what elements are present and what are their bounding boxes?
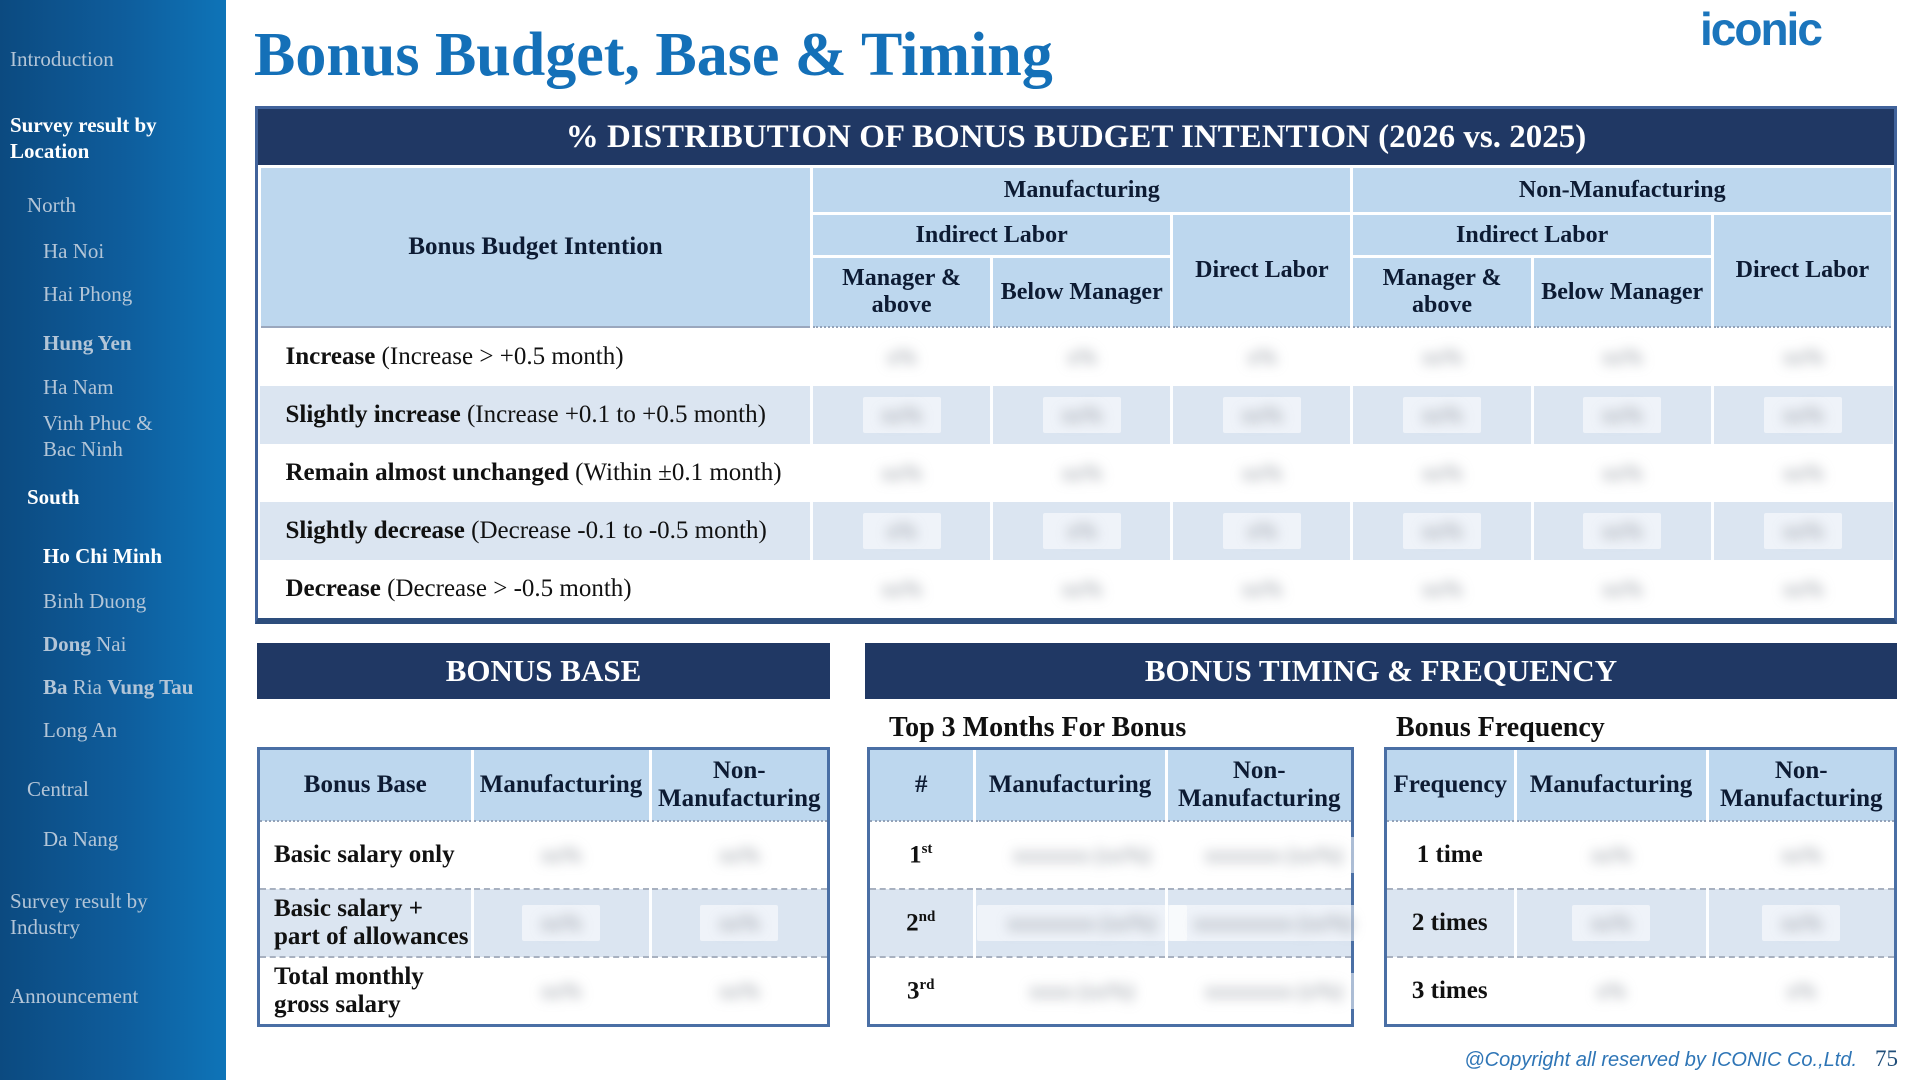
sidebar-item-south[interactable]	[27, 484, 212, 510]
sidebar-item-binh-duong[interactable]	[43, 588, 228, 614]
redacted-value-cell	[812, 444, 992, 502]
sidebar-item-label: South	[27, 485, 80, 509]
freq-col-label: Frequency	[1387, 750, 1515, 821]
table-row	[260, 502, 1893, 560]
sidebar-item-label: Hai Phong	[43, 282, 133, 306]
blur-mask: xx%	[863, 455, 941, 491]
blur-mask: xx%	[1403, 513, 1481, 549]
row-label: 1 time	[1416, 841, 1483, 868]
redacted-value-cell	[1532, 386, 1712, 444]
redacted-value-cell	[1515, 821, 1707, 889]
redacted-value-cell	[1532, 444, 1712, 502]
redacted-value-cell	[1532, 327, 1712, 386]
sidebar-item-label: Binh Duong	[43, 589, 147, 613]
table-row	[870, 957, 1351, 1024]
col-header-direct-mfg: Direct Labor	[1172, 214, 1352, 328]
row-label: 3 times	[1387, 957, 1515, 1024]
blur-mask: xx%	[1762, 837, 1840, 873]
blur-mask: xx%	[522, 905, 600, 941]
blur-mask: xx%	[1403, 339, 1481, 375]
footer	[1464, 1046, 1898, 1072]
sidebar-item-label: Announcement	[10, 984, 139, 1008]
bonus-frequency-heading: Bonus Frequency	[1396, 712, 1605, 743]
sidebar-item-label: Ho Chi Minh	[43, 544, 163, 568]
blur-mask: xx%	[1572, 905, 1650, 941]
blur-mask: xxxxxxxx (x%)	[1169, 973, 1379, 1009]
redacted-value-cell	[1352, 502, 1532, 560]
col-header-intention: Bonus Budget Intention	[260, 167, 812, 328]
col-header-direct-nonmfg: Direct Labor	[1712, 214, 1892, 328]
top3-col-nonmfg: Non-Manufacturing	[1166, 750, 1351, 821]
blur-mask: xx%	[1403, 571, 1481, 607]
redacted-value-cell	[1172, 560, 1352, 618]
blur-mask: x%	[863, 513, 941, 549]
redacted-value-cell	[974, 821, 1166, 889]
redacted-value-cell	[1172, 444, 1352, 502]
sidebar-item-label: Central	[27, 777, 89, 801]
sidebar-item-label: Nai	[90, 632, 127, 656]
table-row	[1387, 821, 1894, 889]
blur-mask: x%	[1572, 973, 1650, 1009]
redacted-value-cell	[992, 386, 1172, 444]
sidebar-item-dong-nai[interactable]	[43, 631, 228, 657]
blur-mask: xx%	[1223, 397, 1301, 433]
row-label: Slightly decrease (Decrease -0.1 to -0.5 month)	[285, 517, 767, 544]
col-header-indirect-mfg: Indirect Labor	[812, 214, 1172, 257]
sidebar-item-introduction[interactable]	[10, 46, 195, 72]
redacted-value-cell	[1712, 502, 1892, 560]
redacted-value-cell	[1166, 821, 1351, 889]
blur-mask: xxxxxxxxx (xx%)	[1169, 905, 1379, 941]
sidebar-item-central[interactable]	[27, 776, 212, 802]
bonus-timing-banner: BONUS TIMING & FREQUENCY	[865, 643, 1897, 699]
row-label: Basic salary + part of allowances	[260, 889, 472, 957]
table-row	[260, 386, 1893, 444]
sidebar-item-label: Ba	[43, 675, 68, 699]
row-label: Remain almost unchanged (Within ±0.1 month)	[285, 459, 782, 486]
blur-mask: x%	[863, 339, 941, 375]
blur-mask: xx%	[1403, 397, 1481, 433]
blur-mask: xx%	[1223, 455, 1301, 491]
blur-mask: x%	[1762, 973, 1840, 1009]
redacted-value-cell	[812, 327, 992, 386]
redacted-value-cell	[1352, 444, 1532, 502]
sidebar-item-ha-noi[interactable]	[43, 238, 228, 264]
blur-mask: xx%	[1764, 571, 1842, 607]
blur-mask: xx%	[1764, 339, 1842, 375]
redacted-value-cell	[1352, 386, 1532, 444]
top3-months-heading: Top 3 Months For Bonus	[889, 712, 1187, 743]
freq-col-nonmfg: Non-Manufacturing	[1707, 750, 1894, 821]
blur-mask: xx%	[522, 837, 600, 873]
sidebar-item-survey-industry[interactable]	[10, 888, 180, 941]
redacted-value-cell	[650, 889, 827, 957]
table-row	[260, 560, 1893, 618]
sidebar-item-label: Ha Noi	[43, 239, 105, 263]
blur-mask: xx%	[1762, 905, 1840, 941]
distribution-table-title: % DISTRIBUTION OF BONUS BUDGET INTENTION (2026 vs. 2025)	[258, 109, 1894, 165]
redacted-value-cell	[1707, 957, 1894, 1024]
bonus-base-banner: BONUS BASE	[257, 643, 830, 699]
page-title: Bonus Budget, Base & Timing	[254, 21, 1053, 89]
row-label: 2 times	[1387, 889, 1515, 957]
sidebar-item-hung-yen[interactable]	[43, 330, 228, 356]
sidebar-item-label: Survey result by Location	[10, 113, 157, 164]
blur-mask: xx%	[522, 973, 600, 1009]
sidebar-item-ha-nam[interactable]	[43, 374, 228, 400]
redacted-value-cell	[1172, 502, 1352, 560]
bonus-base-table	[257, 747, 830, 1027]
sidebar-item-ba-ria-vung-tau[interactable]	[43, 674, 228, 700]
table-row	[260, 821, 827, 889]
sidebar-item-ho-chi-minh[interactable]	[43, 543, 228, 569]
row-label: 3rd	[870, 957, 974, 1024]
blur-mask: xx%	[1764, 455, 1842, 491]
blur-mask: xx%	[1583, 571, 1661, 607]
blur-mask: x%	[1043, 513, 1121, 549]
blur-mask: xx%	[700, 905, 778, 941]
blur-mask: xxxx (xx%)	[977, 973, 1187, 1009]
blur-mask: xx%	[700, 837, 778, 873]
bonus-base-col-nonmfg: Non-Manufacturing	[650, 750, 827, 821]
bonus-base-col-mfg: Manufacturing	[472, 750, 650, 821]
redacted-value-cell	[1172, 327, 1352, 386]
sidebar-item-hai-phong[interactable]	[43, 281, 228, 307]
blur-mask: xx%	[1043, 455, 1121, 491]
table-row	[260, 444, 1893, 502]
redacted-value-cell	[974, 889, 1166, 957]
col-header-indirect-nonmfg: Indirect Labor	[1352, 214, 1712, 257]
blur-mask: xx%	[1583, 397, 1661, 433]
sidebar-item-label: Vung Tau	[107, 675, 194, 699]
redacted-value-cell	[812, 560, 992, 618]
bonus-frequency-table	[1384, 747, 1897, 1027]
copyright-text: @Copyright all reserved by ICONIC Co.,Ltd.	[1464, 1049, 1857, 1071]
row-label: 2nd	[870, 889, 974, 957]
sidebar-item-label: Ha Nam	[43, 375, 114, 399]
blur-mask: xx%	[1764, 397, 1842, 433]
redacted-value-cell	[1532, 560, 1712, 618]
col-header-manager-nonmfg: Manager & above	[1352, 257, 1532, 328]
redacted-value-cell	[472, 957, 650, 1024]
blur-mask: x%	[1223, 513, 1301, 549]
sidebar-item-label: Long An	[43, 718, 118, 742]
blur-mask: xx%	[863, 397, 941, 433]
row-label: Decrease (Decrease > -0.5 month)	[285, 575, 632, 602]
bonus-base-col-label: Bonus Base	[260, 750, 472, 821]
blur-mask: xx%	[1043, 397, 1121, 433]
blur-mask: xx%	[1583, 513, 1661, 549]
sidebar-item-label: North	[27, 193, 76, 217]
sidebar-item-label: Introduction	[10, 47, 114, 71]
blur-mask: xx%	[1764, 513, 1842, 549]
sidebar-item-survey-location[interactable]	[10, 112, 180, 165]
row-label: 1st	[909, 840, 933, 869]
blur-mask: x%	[1043, 339, 1121, 375]
redacted-value-cell	[992, 444, 1172, 502]
sidebar-item-label: Da Nang	[43, 827, 119, 851]
redacted-value-cell	[650, 821, 827, 889]
sidebar-nav	[0, 0, 226, 1080]
redacted-value-cell	[1352, 327, 1532, 386]
redacted-value-cell	[812, 386, 992, 444]
redacted-value-cell	[472, 889, 650, 957]
sidebar-item-vinh-phuc-bac-ninh[interactable]	[43, 410, 165, 463]
table-row	[260, 327, 1893, 386]
blur-mask: xx%	[1583, 339, 1661, 375]
table-row	[260, 889, 827, 957]
blur-mask: xx%	[1572, 837, 1650, 873]
col-header-non-manufacturing: Non-Manufacturing	[1352, 167, 1893, 214]
blur-mask: xx%	[1043, 571, 1121, 607]
sidebar-item-label: Vinh Phuc & Bac Ninh	[43, 411, 153, 462]
blur-mask: xx%	[700, 973, 778, 1009]
freq-col-mfg: Manufacturing	[1515, 750, 1707, 821]
distribution-table-section	[255, 106, 1897, 624]
redacted-value-cell	[812, 502, 992, 560]
sidebar-item-label: Ria	[67, 675, 108, 699]
redacted-value-cell	[1532, 502, 1712, 560]
sidebar-item-north[interactable]	[27, 192, 212, 218]
table-row	[1387, 889, 1894, 957]
blur-mask: xxxxxxx (xx%)	[1169, 837, 1379, 873]
redacted-value-cell	[992, 327, 1172, 386]
iconic-logo: iconic	[1700, 3, 1821, 55]
redacted-value-cell	[974, 957, 1166, 1024]
table-row	[260, 957, 827, 1024]
redacted-value-cell	[1166, 957, 1351, 1024]
sidebar-item-label: Survey result by Industry	[10, 889, 148, 940]
blur-mask: xx%	[1403, 455, 1481, 491]
col-header-below-nonmfg: Below Manager	[1532, 257, 1712, 328]
redacted-value-cell	[1352, 560, 1532, 618]
blur-mask: xxxxxxxx (xx%)	[977, 905, 1187, 941]
row-label: Increase (Increase > +0.5 month)	[285, 343, 624, 370]
table-row	[870, 821, 1351, 889]
row-label: Total monthly gross salary	[260, 957, 472, 1024]
row-label: Slightly increase (Increase +0.1 to +0.5 month)	[285, 401, 766, 428]
blur-mask: xx%	[1583, 455, 1661, 491]
sidebar-item-announcement[interactable]	[10, 983, 195, 1009]
redacted-value-cell	[1172, 386, 1352, 444]
redacted-value-cell	[1515, 957, 1707, 1024]
blur-mask: xx%	[863, 571, 941, 607]
table-row	[1387, 957, 1894, 1024]
redacted-value-cell	[1707, 889, 1894, 957]
redacted-value-cell	[1515, 889, 1707, 957]
table-row	[870, 889, 1351, 957]
redacted-value-cell	[992, 502, 1172, 560]
col-header-below-mfg: Below Manager	[992, 257, 1172, 328]
top3-col-rank: #	[870, 750, 974, 821]
distribution-table	[258, 165, 1894, 618]
redacted-value-cell	[1166, 889, 1354, 957]
blur-mask: x%	[1223, 339, 1301, 375]
blur-mask: xx%	[1223, 571, 1301, 607]
col-header-manufacturing: Manufacturing	[812, 167, 1352, 214]
top3-col-mfg: Manufacturing	[974, 750, 1166, 821]
redacted-value-cell	[472, 821, 650, 889]
redacted-value-cell	[1712, 327, 1892, 386]
redacted-value-cell	[1712, 560, 1892, 618]
redacted-value-cell	[992, 560, 1172, 618]
sidebar-item-label: Hung Yen	[43, 331, 132, 355]
blur-mask: xxxxxxx (xx%)	[977, 837, 1187, 873]
sidebar-item-label: Dong	[43, 632, 91, 656]
col-header-manager-mfg: Manager & above	[812, 257, 992, 328]
redacted-value-cell	[1712, 444, 1892, 502]
top3-months-table	[867, 747, 1354, 1027]
sidebar-item-long-an[interactable]	[43, 717, 228, 743]
row-label: Basic salary only	[274, 841, 455, 868]
redacted-value-cell	[650, 957, 827, 1024]
page-number: 75	[1875, 1046, 1898, 1071]
sidebar-item-da-nang[interactable]	[43, 826, 228, 852]
redacted-value-cell	[1712, 386, 1892, 444]
redacted-value-cell	[1707, 821, 1894, 889]
